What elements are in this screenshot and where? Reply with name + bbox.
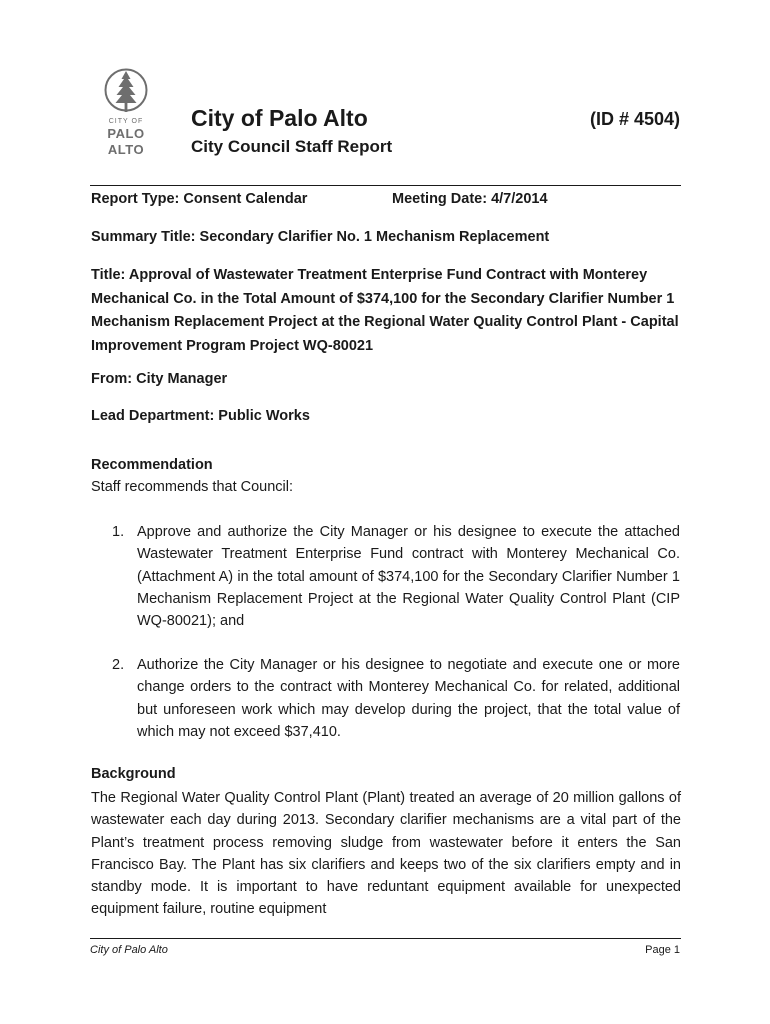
summary-title: Summary Title: Secondary Clarifier No. 1 Mechanism Replacement <box>91 229 550 245</box>
from-line: From: City Manager <box>91 371 228 387</box>
list-item <box>112 654 680 743</box>
list-item <box>112 521 680 632</box>
recommendation-heading: Recommendation <box>91 457 213 473</box>
city-logo <box>104 64 164 164</box>
report-subtitle: City Council Staff Report <box>191 137 393 156</box>
page-number: Page 1 <box>645 944 680 956</box>
page-title: City of Palo Alto <box>191 105 368 131</box>
footer-city: City of Palo Alto <box>90 944 168 956</box>
list-item-text: Approve and authorize the City Manager or his designee to execute the attached Wastewater Treatment Enterprise Fund contract with Monterey Mechanical Co. (Attachment A) in the total amount of $374,100 for the Secondary Clarifier Number 1 Mechanism Replacement Project at the Regional Water Quality Control Plant (CIP WQ-80021); and <box>137 524 680 630</box>
logo-city-of: CITY OF <box>108 118 144 125</box>
lead-department: Lead Department: Public Works <box>91 408 310 424</box>
list-item-number: 1. <box>112 524 125 540</box>
logo-alto: ALTO <box>107 142 145 157</box>
background-paragraph: The Regional Water Quality Control Plant (Plant) treated an average of 20 million gallons of wastewater each day during 2013. Secondary clarifier mechanisms are a vital part of the Plant’s treatment process removing sludge from wastewater before it enters the San Francisco Bay. The Plant has six clarifiers and keeps two of the six clarifiers empty and in standby mode. It is important to have reduntant equipment available for unexpected equipment failure, routine equipment <box>91 790 681 918</box>
list-item-number: 2. <box>112 657 125 673</box>
report-type: Report Type: Consent Calendar <box>91 191 308 207</box>
header-divider <box>90 185 681 186</box>
logo-palo: PALO <box>107 126 145 141</box>
report-title: Title: Approval of Wastewater Treatment Enterprise Fund Contract with Monterey Mechanical Co. in the Total Amount of $374,100 for the Secondary Clarifier Number 1 Mechanism Replacement Project at the Regional Water Quality Control Plant - Capital Improvement Program Project WQ-80021 <box>91 267 679 354</box>
footer-divider <box>90 938 681 939</box>
recommendation-intro: Staff recommends that Council: <box>91 479 294 495</box>
background-heading: Background <box>91 766 176 782</box>
meeting-date: Meeting Date: 4/7/2014 <box>392 191 548 207</box>
report-id: (ID # 4504) <box>589 109 680 129</box>
redwood-tree-icon <box>104 64 148 116</box>
list-item-text: Authorize the City Manager or his designee to negotiate and execute one or more change orders to the contract with Monterey Mechanical Co. for related, additional but unforeseen work which may develop during the project, that the total value of which may not exceed $37,410. <box>137 657 680 740</box>
